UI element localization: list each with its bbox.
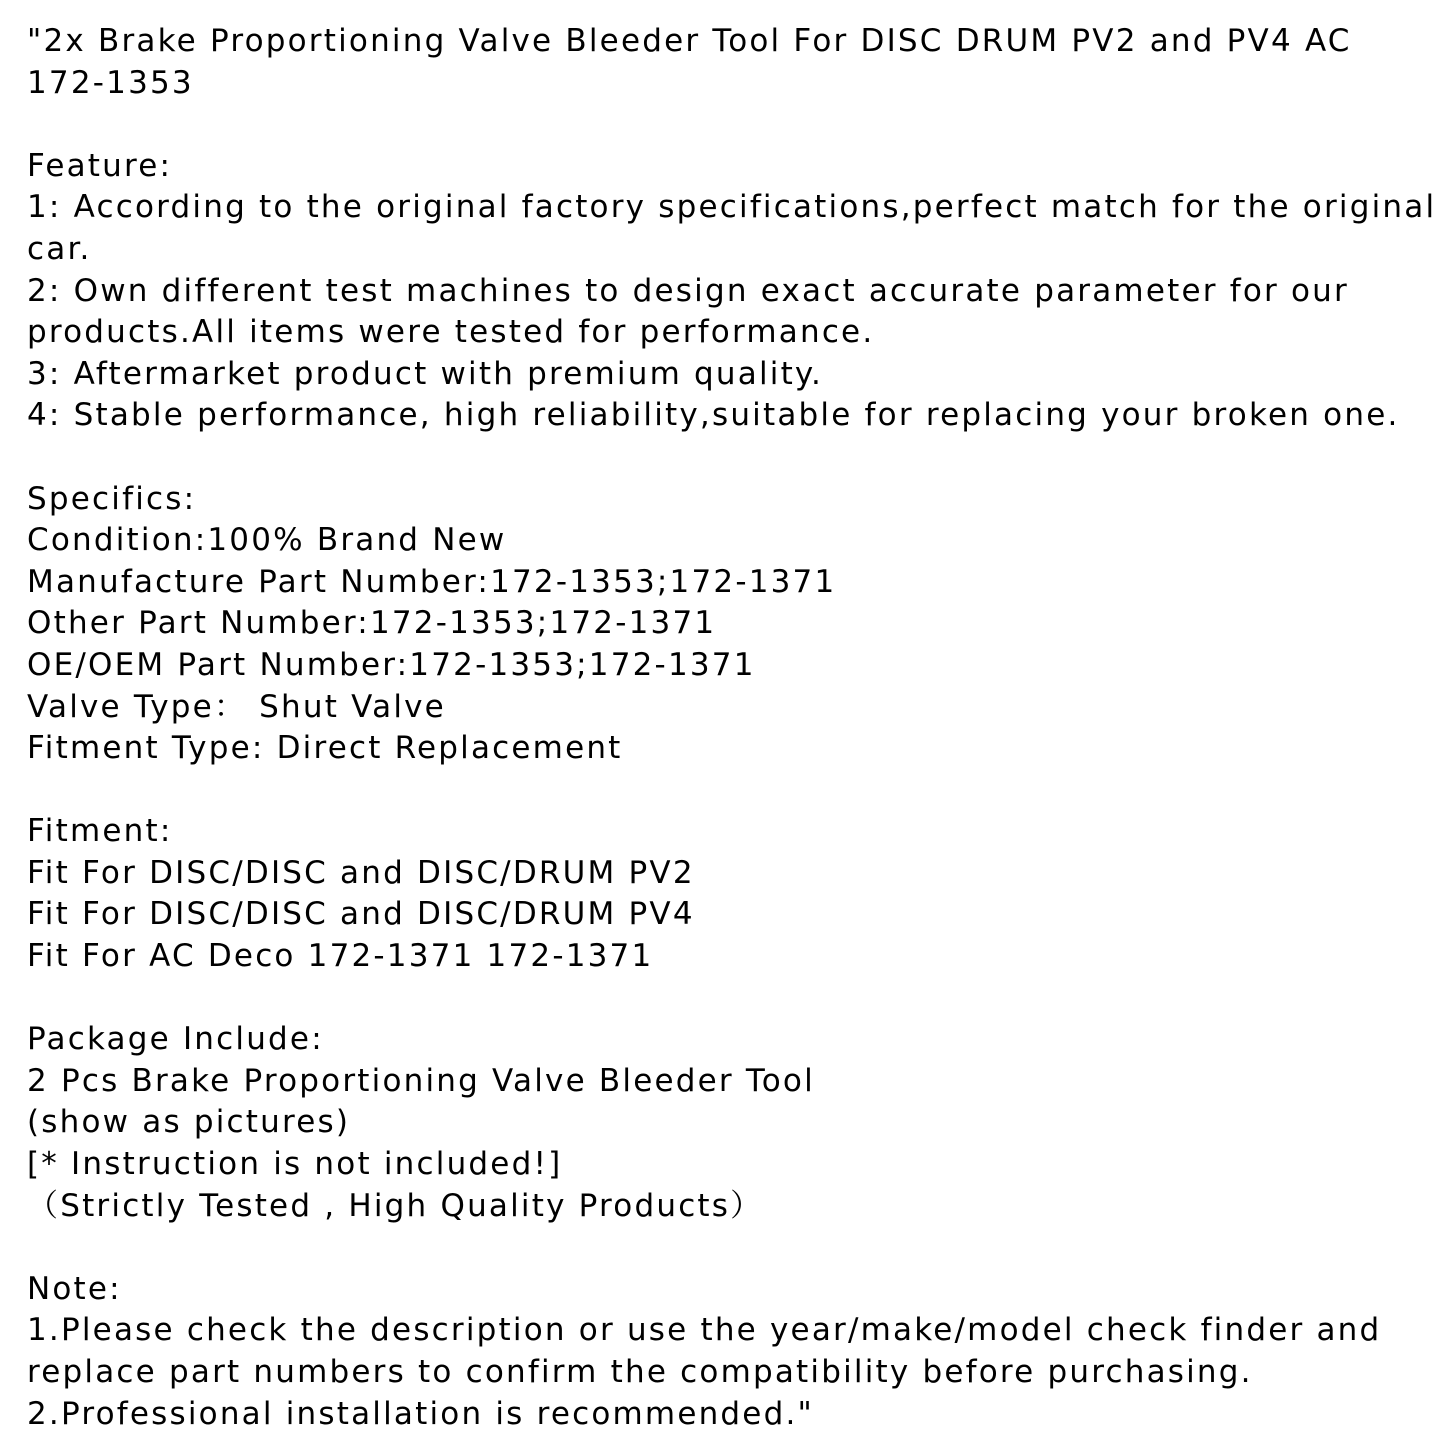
specifics-item: Fitment Type: Direct Replacement	[27, 730, 623, 767]
feature-item: car.	[27, 230, 92, 267]
spacer	[27, 104, 1427, 146]
feature-item: 4: Stable performance, high reliability,suitable for replacing your broken one.	[27, 397, 1400, 434]
feature-item: 1: According to the original factory specifications,perfect match for the original	[27, 189, 1437, 226]
package-item: (show as pictures)	[27, 1104, 351, 1141]
fitment-item: Fit For AC Deco 172-1371 172-1371	[27, 938, 654, 975]
specifics-heading: Specifics:	[27, 480, 197, 517]
spacer	[27, 437, 1427, 479]
fitment-item: Fit For DISC/DISC and DISC/DRUM PV4	[27, 896, 695, 933]
specifics-item: Condition:100% Brand New	[27, 522, 507, 559]
feature-item: 3: Aftermarket product with premium quality.	[27, 355, 824, 392]
product-description	[27, 21, 1437, 1435]
spacer	[27, 770, 1427, 812]
fitment-item: Fit For DISC/DISC and DISC/DRUM PV2	[27, 854, 695, 891]
feature-item: 2: Own different test machines to design exact accurate parameter for our	[27, 272, 1349, 309]
note-item: 2.Professional installation is recommended."	[27, 1395, 814, 1432]
package-item: （Strictly Tested , High Quality Products）	[27, 1187, 764, 1224]
note-item: 1.Please check the description or use the year/make/model check finder and	[27, 1312, 1382, 1349]
feature-heading: Feature:	[27, 147, 173, 184]
note-heading: Note:	[27, 1270, 122, 1307]
title-line-2: 172-1353	[27, 64, 194, 101]
package-item: [* Instruction is not included!]	[27, 1146, 563, 1183]
title-line-1: "2x Brake Proportioning Valve Bleeder Tool For DISC DRUM PV2 and PV4 AC	[27, 23, 1352, 59]
spacer	[27, 1227, 1427, 1269]
specifics-item: Other Part Number:172-1353;172-1371	[27, 605, 717, 642]
feature-item: products.All items were tested for performance.	[27, 314, 875, 351]
fitment-heading: Fitment:	[27, 813, 173, 850]
note-item: replace part numbers to confirm the compatibility before purchasing.	[27, 1354, 1253, 1390]
spacer	[27, 978, 1427, 1020]
package-item: 2 Pcs Brake Proportioning Valve Bleeder Tool	[27, 1062, 815, 1099]
specifics-item: Manufacture Part Number:172-1353;172-1371	[27, 563, 837, 600]
specifics-item: Valve Type： Shut Valve	[27, 688, 446, 725]
specifics-item: OE/OEM Part Number:172-1353;172-1371	[27, 646, 756, 683]
package-heading: Package Include:	[27, 1021, 324, 1058]
